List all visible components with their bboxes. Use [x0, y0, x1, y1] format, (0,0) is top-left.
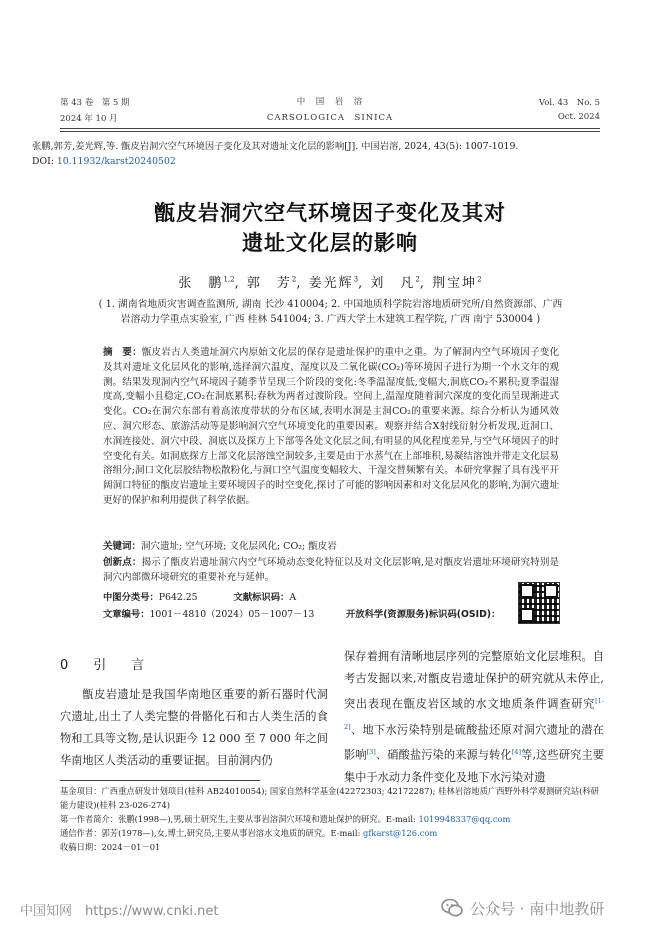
citation [32, 139, 632, 169]
journal-title-cn: 中 国 岩 溶 [296, 97, 364, 107]
article-no-value: 1001－4810（2024）05－1007－13 [149, 609, 315, 620]
footnotes [60, 784, 605, 854]
innovation-text: 揭示了甑皮岩遗址洞穴内空气环境动态变化特征以及对文化层影响,是对甑皮岩遗址环境研究特别是洞穴内部微环境研究的重要补充与延伸。 [103, 557, 559, 583]
wechat-icon-svg [440, 896, 464, 920]
affiliations [58, 297, 603, 327]
first-author-text: 第一作者简介：张鹏(1998—),男,硕士研究生,主要从事岩溶洞穴环境和遗址保护的研究。E-mail: [60, 814, 419, 824]
right-text-c: 、硝酸盐污染的来源与转化 [375, 749, 512, 763]
keywords-text: 洞穴遗址; 空气环境; 文化层风化; CO₂; 甑皮岩 [141, 541, 337, 552]
qr-finder-top-right [544, 584, 558, 598]
fund-label: 基金项目： [60, 786, 102, 796]
osid-label: 开放科学(资源服务)标识码(OSID)： [346, 609, 501, 620]
abstract-label: 摘 要： [103, 347, 142, 358]
author-1: 张 鹏 [178, 276, 224, 291]
innovation-points [103, 556, 559, 586]
right-text-d: 等,这些研究主要集中于水动力条件变化及地下水污染对遗 [344, 749, 604, 785]
author-2-affil: 2 [291, 275, 297, 284]
doi-label: DOI: [32, 156, 57, 167]
author-5-affil: 2 [477, 275, 482, 284]
title-line-2: 遗址文化层的影响 [242, 231, 418, 255]
clc-value: P642.25 [158, 592, 198, 603]
wechat-account-watermark: 公众号 · 南中地教研 [470, 900, 605, 918]
header-rule-2 [60, 131, 600, 132]
doi-link[interactable]: 10.11932/karst20240502 [56, 156, 176, 167]
footnote-rule [60, 780, 260, 781]
fund-text: 广西重点研发计划项目(桂科 AB24010054); 国家自然科学基金(42272303; 42172287); 桂林岩溶地质广西野外科学观测研究站(科研能力建设)(桂科 23-026-274) [60, 786, 599, 810]
abstract-text: 甑皮岩古人类遗址洞穴内原始文化层的保存是遗址保护的重中之重。为了解洞内空气环境因子变化及其对遗址文化层风化的影响,选择洞穴温度、湿度以及二氧化碳(CO₂)等环境因子进行为期一个水文年的观测。结果发现洞内空气环境因子随季节呈现三个阶段的变化:冬季温湿度低,变幅大,洞底CO₂不累积;夏季温湿度高,变幅小且稳定,CO₂在洞底累积;春秋为两者过渡阶段。空间上,温湿度随着洞穴深度的变化而呈现渐进式变化。CO₂在洞穴东部有着高浓度带状的分布区域,表明水洞是主洞CO₂的重要来源。综合分析认为通风效应、洞穴形态、旅游活动等是影响洞穴空气环境变化的重要因素。观察并结合X射线衍射分析发现,近洞口、水洞连接处、洞穴中段、洞底以及探方上下部等各处文化层之间,有明显的风化程度差异,与空气环境因子的时空变化有关。如洞底探方上部文化层溶蚀空洞较多,主要是由于水蒸气在上部堆积,易凝结溶蚀并带走文化层易溶组分;洞口文化层胶结物松散粉化,与洞口空气温度变幅较大、干湿交替频繁有关。本研究掌握了具有浅平开阔洞口特征的甑皮岩遗址主要环境因子的时空变化,探讨了可能的影响因素和对文化层风化的影响,为洞穴遗址更好的保护和利用提供了科学依据。 [103, 347, 559, 506]
volume-issue: 第 43 卷 第 5 期 [60, 98, 130, 108]
corresponding-email[interactable]: gfkarst@126.com [363, 828, 438, 838]
author-4: 刘 凡 [370, 276, 416, 291]
author-2: 郭 芳 [246, 276, 292, 291]
author-3: 姜光辉 [308, 276, 354, 291]
journal-title-en: CARSOLOGICA SINICA [266, 113, 394, 123]
first-author-email[interactable]: 1019948337@qq.com [418, 814, 511, 824]
ref-1-2[interactable]: [1-2] [344, 697, 604, 731]
citation-text: 张鹏,郭芳,姜光辉,等. 甑皮岩洞穴空气环境因子变化及其对遗址文化层的影响[J]. 中国岩溶, 2024, 43(5): 1007-1019. [32, 141, 519, 152]
fund-line [60, 784, 605, 812]
ref-4[interactable]: [4] [511, 748, 522, 757]
clc-label: 中图分类号： [103, 592, 159, 603]
doc-code-label: 文献标识码： [233, 592, 290, 603]
doi-line [32, 154, 632, 169]
received-date: 收稿日期：2024－01－01 [60, 842, 161, 852]
author-3-affil: 3 [353, 275, 359, 284]
keywords-label: 关键词： [103, 541, 142, 552]
issue-date-en: Oct. 2024 [557, 112, 600, 122]
qr-finder-bottom-left [520, 608, 534, 622]
body-left-column: 甑皮岩遗址是我国华南地区重要的新石器时代洞穴遗址,出土了人类完整的骨骼化石和古人类生活的食物和工具等文物,是认识距今 12 000 至 7 000 年之间华南地区人类活动的重要证据。目前洞内仍 [60, 688, 328, 767]
affiliation-line-1: ( 1. 湖南省地质灾害调查监测所, 湖南 长沙 410004; 2. 中国地质科学院岩溶地质研究所/自然资源部、广西 [98, 299, 563, 310]
right-text-a: 保存着拥有清晰地层序列的完整原始文化层堆积。自考古发掘以来,对甑皮岩遗址保护的研究就从未停止,突出表现在甑皮岩区域的水文地质条件调查研究 [344, 650, 604, 711]
section-heading: 0 引 言 [60, 658, 151, 673]
title-line-1: 甑皮岩洞穴空气环境因子变化及其对 [154, 201, 506, 225]
author-1-affil: 1,2 [223, 275, 235, 284]
first-author-line [60, 812, 605, 826]
abstract [103, 346, 559, 509]
issue-date: 2024 年 10 月 [60, 114, 118, 124]
volume-issue-en: Vol. 43 No. 5 [538, 98, 600, 108]
qr-finder-top-left [520, 584, 534, 598]
body-right-column [344, 646, 604, 789]
right-text-b: 、地下水污染特别是硫酸盐还原对洞穴遗址的潜在影响 [344, 723, 604, 763]
osid-qr-code[interactable] [518, 582, 560, 624]
cnki-watermark: 中国知网 https://www.cnki.net [20, 904, 219, 919]
clc-line [103, 589, 296, 603]
doc-code-value: A [289, 592, 297, 603]
corresponding-text: 通信作者：郭芳(1978—),女,博士,研究员,主要从事岩溶水文地质的研究。E-mail: [60, 828, 364, 838]
innovation-label: 创新点： [103, 557, 142, 568]
header-rule [60, 128, 600, 129]
affiliation-line-2: 岩溶动力学重点实验室, 广西 桂林 541004; 3. 广西大学土木建筑工程学院, 广西 南宁 530004 ) [120, 314, 541, 325]
corresponding-line [60, 826, 605, 840]
wechat-icon [440, 896, 464, 920]
ref-3[interactable]: [3] [366, 748, 376, 757]
article-title [0, 198, 660, 258]
author-4-affil: 2 [415, 275, 420, 284]
author-5: 荆宝坤 [432, 276, 478, 291]
article-no-label: 文章编号： [103, 609, 150, 620]
author-list: 张 鹏$^{1,2}$, 郭 芳$^2$, 姜光辉$^3$, 刘 凡$^2$, 荆宝坤$^2$ [178, 275, 482, 291]
keywords [103, 540, 559, 555]
article-number-line [103, 606, 314, 620]
